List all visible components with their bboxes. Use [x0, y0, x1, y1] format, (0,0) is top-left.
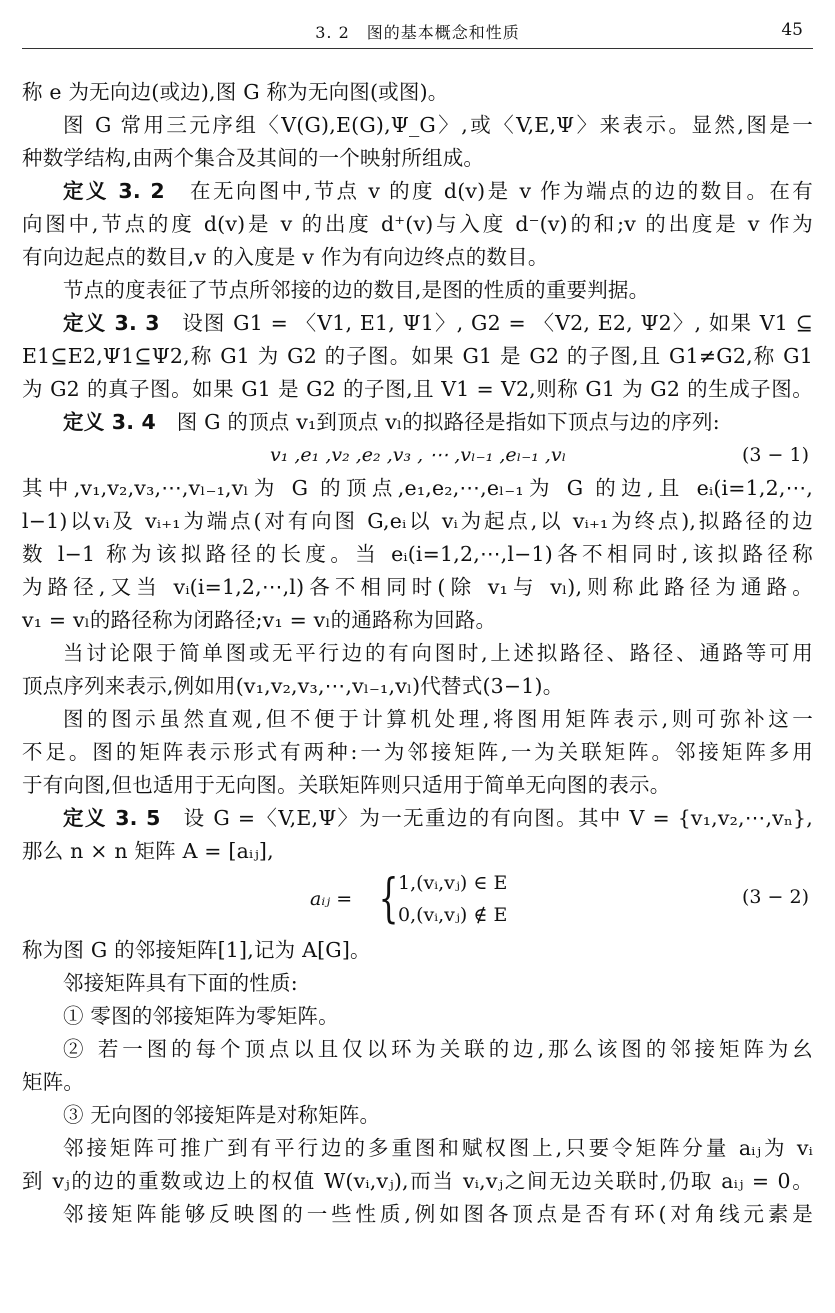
definition-3-4-line: [22, 406, 813, 439]
running-header-title: 3. 2 图的基本概念和性质: [315, 23, 520, 42]
text-line: 图 G 常用三元序组〈V(G),E(G),Ψ_G〉,或〈V,E,Ψ〉来表示。显然,图是一: [63, 113, 813, 137]
text-line: 数 l−1 称为该拟路径的长度。当 eᵢ(i=1,2,⋯,l−1)各不相同时,该拟路径称: [22, 542, 813, 566]
text-line: 邻接矩阵可推广到有平行边的多重图和赋权图上,只要令矩阵分量 aᵢⱼ为 vᵢ: [63, 1136, 813, 1160]
page-header: [22, 18, 813, 49]
text-line: 种数学结构,由两个集合及其间的一个映射所组成。: [22, 146, 485, 170]
text-line: 其中,v₁,v₂,v₃,⋯,vₗ₋₁,vₗ为 G 的顶点,e₁,e₂,⋯,eₗ₋₁为 G 的边,且 eᵢ(i=1,2,⋯,: [22, 476, 813, 500]
equation-3-1: [22, 439, 813, 472]
text-line: 向图中,节点的度 d(v)是 v 的出度 d⁺(v)与入度 d⁻(v)的和;v 的出度是 v 作为: [22, 212, 813, 236]
body-text: [22, 76, 813, 1231]
definition-3-2-line: [22, 175, 813, 208]
text-line: 当讨论限于简单图或无平行边的有向图时,上述拟路径、路径、通路等可用: [63, 641, 813, 665]
text-line: 不足。图的矩阵表示形式有两种:一为邻接矩阵,一为关联矩阵。邻接矩阵多用: [22, 740, 813, 764]
text-line: 到 vⱼ的边的重数或边上的权值 W(vᵢ,vⱼ),而当 vᵢ,vⱼ之间无边关联时,仍取 aᵢⱼ = 0。: [22, 1169, 813, 1193]
equation-lhs: aᵢⱼ =: [310, 888, 353, 910]
text-line: l−1)以vᵢ及 vᵢ₊₁为端点(对有向图 G,eᵢ以 vᵢ为起点,以 vᵢ₊₁为终点),拟路径的边: [22, 509, 813, 533]
left-brace: {: [378, 869, 399, 929]
equation-3-2: [22, 868, 813, 934]
text-line: 为路径,又当 vᵢ(i=1,2,⋯,l)各不相同时(除 v₁与 vₗ),则称此路径为通路。: [22, 575, 813, 599]
text-line: 图 G 的顶点 v₁到顶点 vₗ的拟路径是指如下顶点与边的序列:: [176, 410, 720, 434]
text-line: 节点的度表征了节点所邻接的边的数目,是图的性质的重要判据。: [63, 278, 650, 302]
list-item: ③ 无向图的邻接矩阵是对称矩阵。: [63, 1103, 381, 1127]
list-item: ② 若一图的每个顶点以且仅以环为关联的边,那么该图的邻接矩阵为幺: [63, 1037, 813, 1061]
equation-number: (3 − 1): [741, 444, 809, 466]
text-line: 邻接矩阵能够反映图的一些性质,例如图各顶点是否有环(对角线元素是: [63, 1202, 813, 1226]
text-line: 图的图示虽然直观,但不便于计算机处理,将图用矩阵表示,则可弥补这一: [63, 707, 813, 731]
definition-label: 定义 3. 2: [63, 179, 165, 203]
page-number: 45: [781, 20, 803, 40]
text-line: 于有向图,但也适用于无向图。关联矩阵则只适用于简单无向图的表示。: [22, 773, 671, 797]
equation-number: (3 − 2): [741, 886, 809, 908]
text-line: 称 e 为无向边(或边),图 G 称为无向图(或图)。: [22, 80, 449, 104]
list-item: ① 零图的邻接矩阵为零矩阵。: [63, 1004, 339, 1028]
text-line: 那么 n × n 矩阵 A = [aᵢⱼ],: [22, 839, 274, 863]
definition-label: 定义 3. 3: [63, 311, 160, 335]
text-line: 在无向图中,节点 v 的度 d(v)是 v 作为端点的边的数目。在有: [190, 179, 813, 203]
equation-case-2: 0,(vᵢ,vⱼ) ∉ E: [398, 904, 508, 926]
text-line: 矩阵。: [22, 1070, 85, 1094]
definition-3-3-line: [22, 307, 813, 340]
equation-body: v₁ ,e₁ ,v₂ ,e₂ ,v₃ , ⋯ ,vₗ₋₁ ,eₗ₋₁ ,vₗ: [270, 444, 567, 466]
definition-label: 定义 3. 4: [63, 410, 156, 434]
text-line: 为 G2 的真子图。如果 G1 是 G2 的子图,且 V1 = V2,则称 G1 为 G2 的生成子图。: [22, 377, 813, 401]
definition-3-5-line: [22, 802, 813, 835]
text-line: E1⊆E2,Ψ1⊆Ψ2,称 G1 为 G2 的子图。如果 G1 是 G2 的子图,且 G1≠G2,称 G1: [22, 344, 813, 368]
text-line: 有向边起点的数目,v 的入度是 v 作为有向边终点的数目。: [22, 245, 549, 269]
text-line: 设图 G1 = 〈V1, E1, Ψ1〉, G2 = 〈V2, E2, Ψ2〉, 如果 V1 ⊆: [182, 311, 813, 335]
text-line: 设 G =〈V,E,Ψ〉为一无重边的有向图。其中 V = {v₁,v₂,⋯,vₙ},: [183, 806, 813, 830]
definition-label: 定义 3. 5: [63, 806, 161, 830]
text-line: 顶点序列来表示,例如用(v₁,v₂,v₃,⋯,vₗ₋₁,vₗ)代替式(3−1)。: [22, 674, 564, 698]
equation-case-1: 1,(vᵢ,vⱼ) ∈ E: [398, 872, 508, 894]
text-line: 称为图 G 的邻接矩阵[1],记为 A[G]。: [22, 938, 371, 962]
text-line: v₁ = vₗ的路径称为闭路径;v₁ = vₗ的通路称为回路。: [22, 608, 497, 632]
text-line: 邻接矩阵具有下面的性质:: [63, 971, 298, 995]
